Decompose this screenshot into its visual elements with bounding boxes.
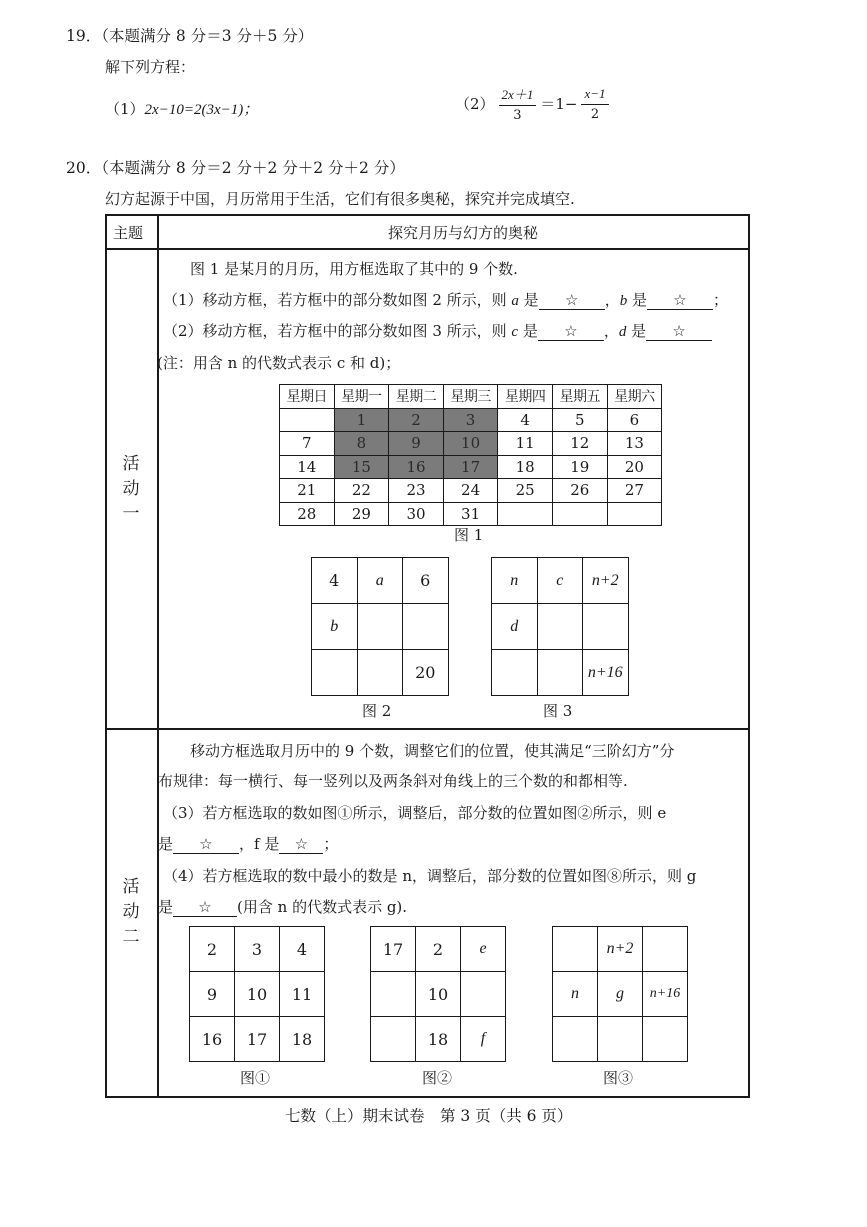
grid-cell: 17 xyxy=(235,1017,280,1062)
grid-cell: n+2 xyxy=(598,927,643,972)
grid-cell xyxy=(537,604,583,650)
grid-cell xyxy=(312,650,358,696)
eq2-fraction-left: $\frac{2x+1}{3}$ xyxy=(499,84,537,123)
calendar-cell: 29 xyxy=(334,502,389,526)
grid-cell: n+2 xyxy=(583,558,629,604)
eq1-body: 2x−10=2(3x−1)； xyxy=(144,102,259,118)
calendar-cell-selected: 9 xyxy=(389,432,444,456)
figure-c-caption: 图③ xyxy=(603,1069,634,1087)
calendar-cell: 18 xyxy=(498,455,553,479)
grid-cell xyxy=(357,650,403,696)
blank-c[interactable]: ☆ xyxy=(538,322,604,341)
calendar-cell-selected: 3 xyxy=(443,408,498,432)
grid-cell: n+16 xyxy=(643,972,688,1017)
activity2-q3-line1: （3）若方框选取的数如图①所示，调整后，部分数的位置如图②所示，则 e xyxy=(163,804,667,822)
calendar-figure-1 xyxy=(279,384,662,526)
q20-title: 20．（本题满分 8 分＝2 分＋2 分＋2 分＋2 分） xyxy=(66,159,405,177)
grid-cell: g xyxy=(598,972,643,1017)
activity2-q4-line1: （4）若方框选取的数中最小的数是 n，调整后，部分数的位置如图⑧所示，则 g xyxy=(163,867,697,885)
calendar-header: 星期五 xyxy=(552,385,607,409)
calendar-cell: 31 xyxy=(443,502,498,526)
calendar-cell: 24 xyxy=(443,479,498,503)
calendar-cell: 14 xyxy=(280,455,335,479)
grid-cell: 16 xyxy=(190,1017,235,1062)
q20-intro: 幻方起源于中国，月历常用于生活，它们有很多奥秘，探究并完成填空. xyxy=(105,190,575,208)
activity2-q4-line2: 是 ☆ (用含 n 的代数式表示 g). xyxy=(158,898,408,916)
figure-1-caption: 图 1 xyxy=(454,526,484,544)
q19-equation-1 xyxy=(105,98,258,119)
calendar-cell-selected: 2 xyxy=(389,408,444,432)
blank-e[interactable]: ☆ xyxy=(173,835,239,854)
grid-cell: 10 xyxy=(235,972,280,1017)
header-topic: 主题 xyxy=(113,224,144,242)
calendar-cell: 6 xyxy=(607,408,662,432)
figure-2-grid xyxy=(311,557,449,696)
header-main: 探究月历与幻方的奥秘 xyxy=(388,224,539,242)
grid-cell xyxy=(598,1017,643,1062)
calendar-row xyxy=(280,502,662,526)
grid-cell: n xyxy=(553,972,598,1017)
calendar-cell-selected: 16 xyxy=(389,455,444,479)
calendar-cell: 5 xyxy=(552,408,607,432)
activity2-para-line2: 布规律：每一横行、每一竖列以及两条斜对角线上的三个数的和都相等. xyxy=(158,772,628,790)
figure-a-caption: 图① xyxy=(240,1069,271,1087)
grid-cell xyxy=(583,604,629,650)
calendar-row xyxy=(280,432,662,456)
blank-b[interactable]: ☆ xyxy=(647,291,713,310)
table-header-divider xyxy=(107,248,748,250)
grid-cell: 17 xyxy=(371,927,416,972)
calendar-row xyxy=(280,408,662,432)
calendar-cell: 26 xyxy=(552,479,607,503)
q19-title: 19．（本题满分 8 分＝3 分＋5 分） xyxy=(66,27,314,45)
calendar-cell: 25 xyxy=(498,479,553,503)
grid-cell xyxy=(537,650,583,696)
calendar-cell: 11 xyxy=(498,432,553,456)
grid-cell xyxy=(553,927,598,972)
calendar-header: 星期四 xyxy=(498,385,553,409)
activity1-line3: （2）移动方框，若方框中的部分数如图 3 所示，则 c 是 ☆ ，d 是 ☆ xyxy=(163,320,712,341)
grid-cell xyxy=(403,604,449,650)
figure-3-grid xyxy=(491,557,629,696)
calendar-header: 星期三 xyxy=(443,385,498,409)
grid-cell: f xyxy=(461,1017,506,1062)
activity1-line1: 图 1 是某月的月历，用方框选取了其中的 9 个数. xyxy=(190,260,518,278)
calendar-cell: 30 xyxy=(389,502,444,526)
grid-cell: 11 xyxy=(280,972,325,1017)
figure-3-caption: 图 3 xyxy=(543,702,573,720)
calendar-header: 星期一 xyxy=(334,385,389,409)
blank-d[interactable]: ☆ xyxy=(646,322,712,341)
calendar-row xyxy=(280,479,662,503)
grid-cell: n+16 xyxy=(583,650,629,696)
figure-b-caption: 图② xyxy=(422,1069,453,1087)
calendar-cell xyxy=(498,502,553,526)
q19-equation-2 xyxy=(455,84,613,123)
calendar-cell: 13 xyxy=(607,432,662,456)
figure-c-grid xyxy=(552,926,688,1062)
grid-cell xyxy=(553,1017,598,1062)
activity1-label: 活 动 一 xyxy=(122,454,140,524)
calendar-header: 星期日 xyxy=(280,385,335,409)
activity2-q3-line2: 是 ☆ ，f 是 ☆ ； xyxy=(158,835,339,853)
grid-cell: c xyxy=(537,558,583,604)
calendar-header: 星期六 xyxy=(607,385,662,409)
activity1-note: (注：用含 n 的代数式表示 c 和 d)； xyxy=(157,354,401,372)
calendar-cell-selected: 17 xyxy=(443,455,498,479)
activity1-line2: （1）移动方框，若方框中的部分数如图 2 所示，则 a 是 ☆ ，b 是 ☆ ； xyxy=(163,291,728,309)
calendar-cell xyxy=(552,502,607,526)
grid-cell: 9 xyxy=(190,972,235,1017)
grid-cell: e xyxy=(461,927,506,972)
calendar-header: 星期二 xyxy=(389,385,444,409)
calendar-cell: 7 xyxy=(280,432,335,456)
calendar-cell: 21 xyxy=(280,479,335,503)
grid-cell: a xyxy=(357,558,403,604)
calendar-cell xyxy=(280,408,335,432)
eq2-fraction-right: $\frac{x-1}{2}$ xyxy=(581,86,608,122)
blank-a[interactable]: ☆ xyxy=(539,291,605,310)
grid-cell: 18 xyxy=(280,1017,325,1062)
eq2-middle: ＝1− xyxy=(540,95,578,113)
grid-cell: 4 xyxy=(312,558,358,604)
grid-cell xyxy=(643,1017,688,1062)
calendar-cell-selected: 10 xyxy=(443,432,498,456)
grid-cell: 2 xyxy=(190,927,235,972)
grid-cell xyxy=(371,972,416,1017)
eq1-label: （1） xyxy=(105,100,145,118)
grid-cell: n xyxy=(492,558,538,604)
calendar-cell: 23 xyxy=(389,479,444,503)
grid-cell xyxy=(357,604,403,650)
table-activity-divider xyxy=(107,728,748,730)
grid-cell: b xyxy=(312,604,358,650)
calendar-header-row xyxy=(280,385,662,409)
grid-cell xyxy=(492,650,538,696)
grid-cell: 20 xyxy=(403,650,449,696)
grid-cell: d xyxy=(492,604,538,650)
calendar-cell: 4 xyxy=(498,408,553,432)
grid-cell: 4 xyxy=(280,927,325,972)
figure-a-grid xyxy=(189,926,325,1062)
calendar-cell-selected: 15 xyxy=(334,455,389,479)
blank-f[interactable]: ☆ xyxy=(279,835,323,854)
blank-g[interactable]: ☆ xyxy=(173,898,237,917)
grid-cell: 3 xyxy=(235,927,280,972)
calendar-cell: 22 xyxy=(334,479,389,503)
activity2-para-line1: 移动方框选取月历中的 9 个数，调整它们的位置，使其满足“三阶幻方”分 xyxy=(190,742,675,760)
grid-cell: 6 xyxy=(403,558,449,604)
grid-cell: 18 xyxy=(416,1017,461,1062)
calendar-cell-selected: 1 xyxy=(334,408,389,432)
calendar-cell: 27 xyxy=(607,479,662,503)
grid-cell xyxy=(461,972,506,1017)
calendar-cell: 12 xyxy=(552,432,607,456)
grid-cell xyxy=(643,927,688,972)
figure-2-caption: 图 2 xyxy=(362,702,392,720)
calendar-cell xyxy=(607,502,662,526)
table-column-divider xyxy=(157,216,159,1096)
page-footer: 七数（上）期末试卷 第 3 页（共 6 页） xyxy=(285,1107,573,1125)
figure-b-grid xyxy=(370,926,506,1062)
calendar-cell: 20 xyxy=(607,455,662,479)
calendar-cell-selected: 8 xyxy=(334,432,389,456)
q19-instruction: 解下列方程： xyxy=(105,58,196,76)
activity2-label: 活 动 二 xyxy=(122,877,140,947)
calendar-cell: 28 xyxy=(280,502,335,526)
calendar-cell: 19 xyxy=(552,455,607,479)
calendar-row xyxy=(280,455,662,479)
grid-cell: 10 xyxy=(416,972,461,1017)
grid-cell xyxy=(371,1017,416,1062)
grid-cell: 2 xyxy=(416,927,461,972)
eq2-label: （2） xyxy=(455,95,495,113)
